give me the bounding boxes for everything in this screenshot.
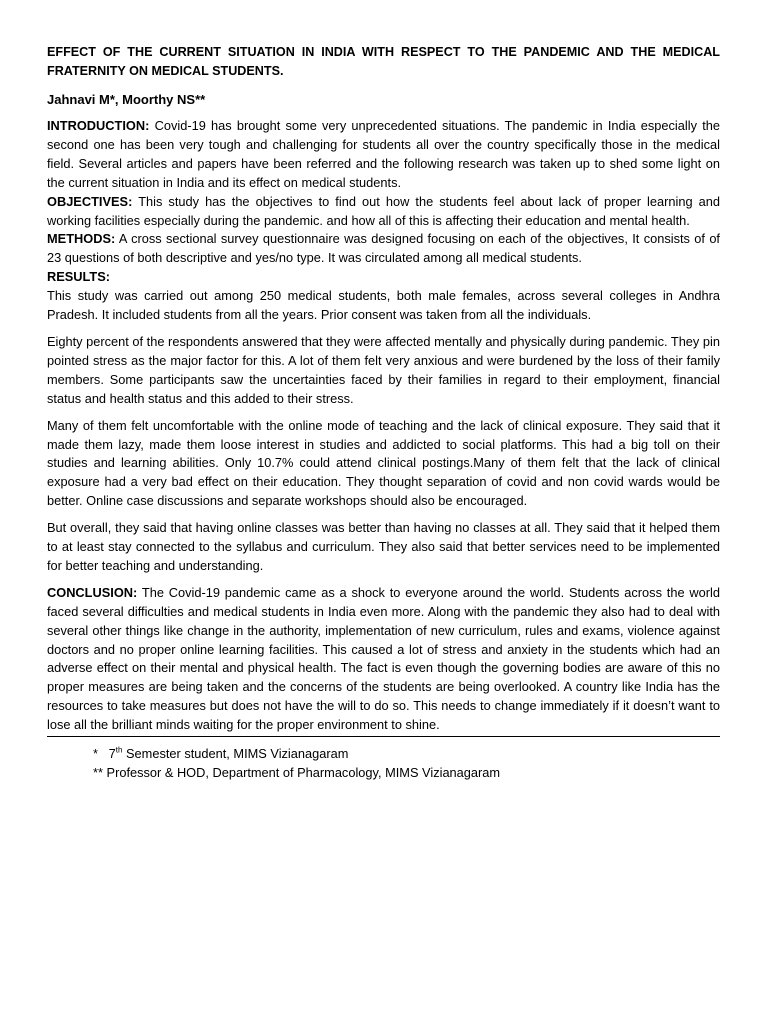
objectives-section	[47, 193, 720, 231]
footnote-marker: *	[93, 746, 98, 762]
conclusion-section	[47, 584, 720, 735]
objectives-label: OBJECTIVES:	[47, 193, 133, 209]
footnotes	[93, 745, 720, 783]
results-paragraph: Many of them felt uncomfortable with the online mode of teaching and the lack of clinical exposure. They said that it made them lazy, made them loose interest in studies and addicted to social platforms. This had a big toll on their studies and learning abilities. Only 10.7% could attend clinical postings.Many of them felt that the lack of clinical exposure had a very bad effect on their education. They thought separation of covid and non covid wards would be better. Online case discussions and separate workshops should also be encouraged.	[47, 417, 720, 509]
introduction-section	[47, 117, 720, 193]
paper-title: EFFECT OF THE CURRENT SITUATION IN INDIA WITH RESPECT TO THE PANDEMIC AND THE MEDICAL FRATERNITY ON MEDICAL STUDENTS.	[47, 45, 720, 78]
footnote-item	[93, 745, 720, 764]
footnote-text: Semester student, MIMS Vizianagaram	[126, 746, 349, 762]
results-heading	[47, 268, 720, 287]
methods-section	[47, 230, 720, 268]
paper-page	[47, 43, 720, 783]
conclusion-text: The Covid-19 pandemic came as a shock to everyone around the world. Students across the world faced several difficulties and medical students in India even more. Along with the pandemic they also had to deal with several other things like change in the authority, implementation of new curriculum, rules and exams, violence against doctors and no proper online learning facilities. This caused a lot of stress and anxiety in the students which had an adverse effect on their mental and physical health. The fact is even though the governing bodies are aware of this no proper measures are being taken and the concerns of the students are being overlooked. A country like India has the resources to take measures but does not have the will to do so. This needs to change immediately if it doesn’t want to lose all the brilliant minds waiting for the proper environment to shine.	[47, 584, 720, 733]
results-label: RESULTS:	[47, 269, 111, 285]
footnote-text: Professor & HOD, Department of Pharmacology, MIMS Vizianagaram	[106, 765, 501, 780]
results-paragraph: But overall, they said that having online classes was better than having no classes at all. They said that it helped them to at least stay connected to the syllabus and curriculum. They also said that better services need to be implemented for better teaching and understanding.	[47, 520, 720, 573]
footnote-divider	[47, 736, 720, 737]
objectives-text: This study has the objectives to find out how the students feel about lack of proper learning and working facilities especially during the pandemic. and how all of this is affecting their education and mental health.	[47, 193, 721, 228]
results-paragraph: This study was carried out among 250 medical students, both male females, across several colleges in Andhra Pradesh. It included students from all the years. Prior consent was taken from all the individuals.	[47, 288, 720, 323]
introduction-label: INTRODUCTION:	[47, 118, 150, 133]
conclusion-label: CONCLUSION:	[47, 584, 138, 600]
methods-label: METHODS:	[47, 231, 116, 247]
authors-line: Jahnavi M*, Moorthy NS**	[47, 92, 206, 107]
introduction-text: Covid-19 has brought some very unprecedented situations. The pandemic in India especially the second one has been very tough and challenging for students all over the country specifically those in the medical field. Several articles and papers have been referred and the following research was taken up to shed some light on the current situation in India and its effect on medical students.	[47, 118, 720, 190]
footnote-ordinal: 7	[108, 746, 116, 762]
methods-text: A cross sectional survey questionnaire was designed focusing on each of the objectives, It consists of of 23 questions of both descriptive and yes/no type. It was circulated among all medical students.	[47, 231, 720, 266]
footnote-ordinal-suffix: th	[115, 745, 123, 755]
results-paragraph: Eighty percent of the respondents answered that they were affected mentally and physically during pandemic. They pin pointed stress as the major factor for this. A lot of them felt very anxious and were burdened by the loss of their family members. Some participants saw the uncertainties faced by their families in regard to their employment, financial status and health status and this added to their stress.	[47, 333, 720, 406]
footnote-marker: **	[93, 765, 103, 780]
footnote-item	[93, 764, 720, 783]
